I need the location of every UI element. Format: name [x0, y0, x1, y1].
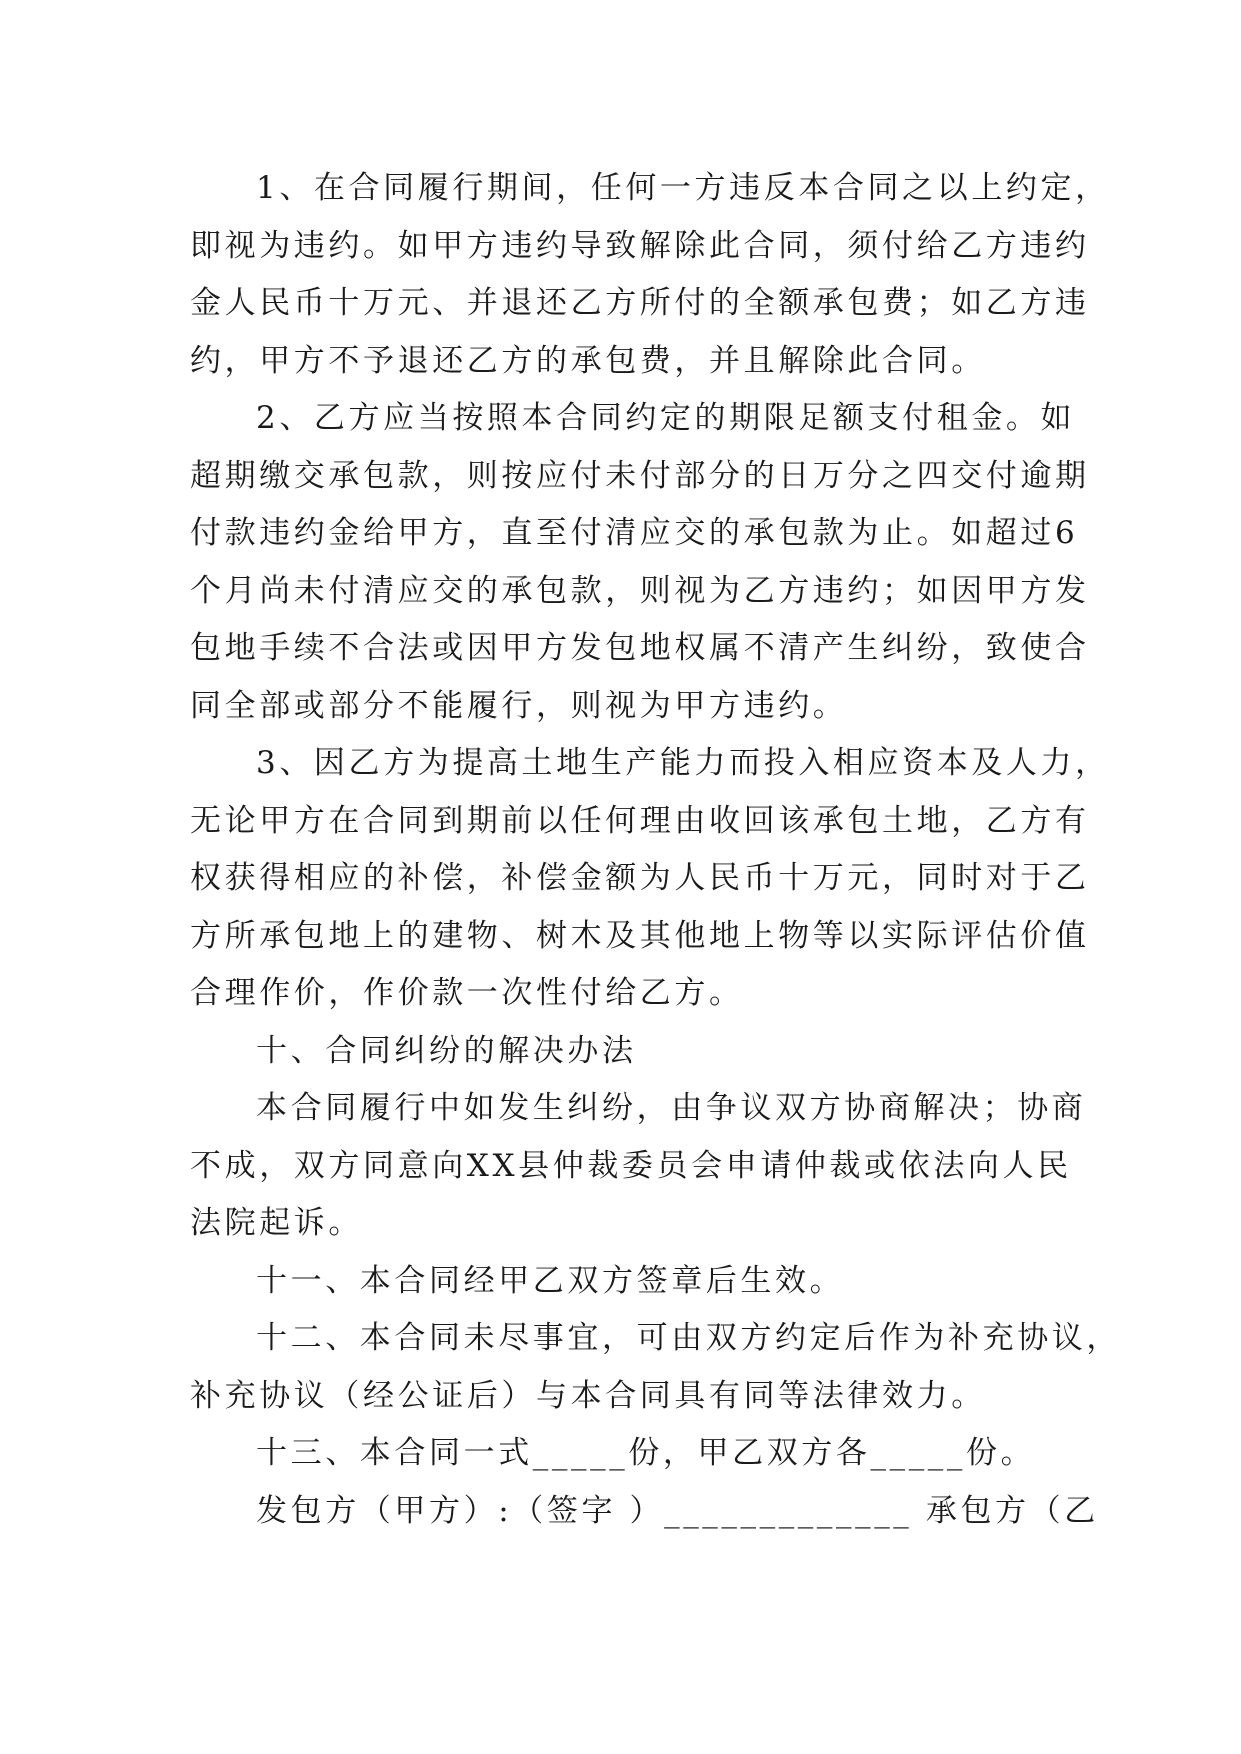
text-line: 发包方（甲方）:（签字 ）_____________ 承包方（乙 [256, 1492, 1099, 1529]
text-line: 本合同履行中如发生纠纷，由争议双方协商解决；协商 [256, 1090, 1087, 1126]
document-body [190, 160, 1121, 1540]
text-line: 2、乙方应当按照本合同约定的期限足额支付租金。如 [256, 400, 1076, 436]
text-line: 不成，双方同意向XX县仲裁委员会申请仲裁或依法向人民 [190, 1147, 1072, 1184]
text-line: 超期缴交承包款，则按应付未付部分的日万分之四交付逾期 [190, 457, 1090, 494]
text-line: 3、因乙方为提高土地生产能力而投入相应资本及人力， [256, 745, 1110, 781]
text-line: 无论甲方在合同到期前以任何理由收回该承包土地，乙方有 [190, 802, 1090, 839]
text-line: 十三、本合同一式_____份，甲乙双方各_____份。 [256, 1435, 1036, 1471]
paragraph-supplementary-clause [190, 1310, 1121, 1425]
section-heading-dispute-resolution [190, 1023, 1050, 1081]
text-line: 即视为违约。如甲方违约导致解除此合同，须付给乙方违约 [190, 227, 1090, 264]
text-line: 法院起诉。 [190, 1205, 363, 1241]
text-line: 个月尚未付清应交的承包款，则视为乙方违约；如因甲方发 [190, 572, 1090, 609]
text-line: 金人民币十万元、并退还乙方所付的全额承包费；如乙方违 [190, 285, 1090, 321]
text-line: 十一、本合同经甲乙双方签章后生效。 [256, 1262, 845, 1299]
text-line: 1、在合同履行期间，任何一方违反本合同之以上约定， [256, 170, 1110, 206]
text-line: 包地手续不合法或因甲方发包地权属不清产生纠纷，致使合 [190, 630, 1090, 666]
paragraph-breach-clause-1 [190, 160, 1110, 390]
text-line: 方所承包地上的建物、树木及其他地上物等以实际评估价值 [190, 917, 1090, 954]
text-line: 十二、本合同未尽事宜，可由双方约定后作为补充协议， [256, 1320, 1121, 1356]
text-line: 同全部或部分不能履行，则视为甲方违约。 [190, 687, 848, 724]
signature-line [190, 1483, 1099, 1541]
paragraph-breach-clause-2 [190, 390, 1090, 735]
text-line: 权获得相应的补偿，补偿金额为人民币十万元，同时对于乙 [190, 860, 1090, 896]
paragraph-effective-clause [190, 1253, 1050, 1311]
text-line: 合理作价，作价款一次性付给乙方。 [190, 975, 744, 1011]
text-line: 十、合同纠纷的解决办法 [256, 1032, 637, 1069]
text-line: 付款违约金给甲方，直至付清应交的承包款为止。如超过6 [190, 515, 1079, 551]
text-line: 约，甲方不予退还乙方的承包费，并且解除此合同。 [190, 342, 986, 379]
paragraph-copies-clause [190, 1425, 1050, 1483]
paragraph-breach-clause-3 [190, 735, 1110, 1023]
paragraph-dispute-resolution [190, 1080, 1087, 1253]
text-line: 补充协议（经公证后）与本合同具有同等法律效力。 [190, 1377, 986, 1414]
